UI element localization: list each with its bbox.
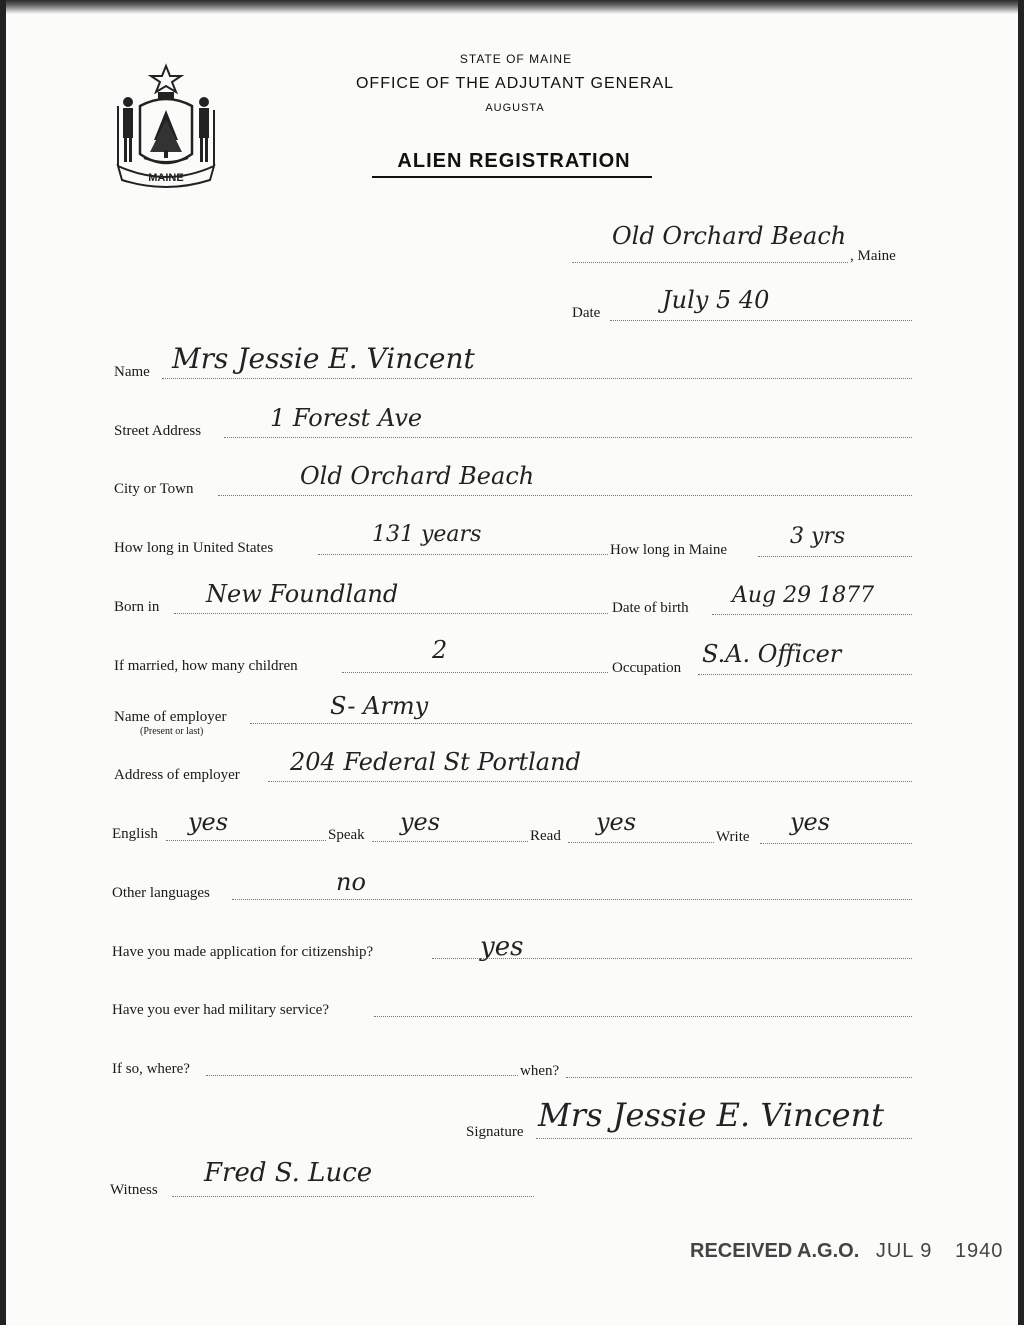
- write-line: [760, 843, 912, 844]
- where-label: If so, where?: [112, 1061, 190, 1077]
- date-label: Date: [572, 305, 601, 321]
- english-label: English: [112, 826, 158, 842]
- english-line: [166, 840, 326, 841]
- scan-edge-right: [1018, 0, 1024, 1325]
- how-long-maine-line: [758, 556, 912, 557]
- name-line: [162, 378, 912, 379]
- name-label: Name: [114, 364, 150, 380]
- header-office: OFFICE OF THE ADJUTANT GENERAL: [355, 75, 675, 92]
- read-value: yes: [596, 808, 637, 836]
- occupation-value: S.A. Officer: [702, 640, 842, 668]
- stamp-date: JUL 9: [875, 1240, 933, 1262]
- dob-label: Date of birth: [612, 600, 689, 616]
- born-value: New Foundland: [206, 580, 399, 608]
- employer-value: S- Army: [330, 692, 429, 720]
- occupation-line: [698, 674, 912, 675]
- read-label: Read: [530, 828, 561, 844]
- scan-edge-left: [0, 0, 6, 1325]
- dob-line: [712, 614, 912, 615]
- stamp-received: RECEIVED A.G.O.: [690, 1240, 860, 1262]
- born-label: Born in: [114, 599, 160, 615]
- employer-address-line: [268, 781, 912, 782]
- write-value: yes: [790, 808, 831, 836]
- title-underline: [372, 176, 652, 178]
- maine-state-seal-icon: [110, 62, 222, 190]
- how-long-us-value: 131 years: [372, 522, 482, 547]
- citizenship-line: [432, 958, 912, 959]
- form-title: ALIEN REGISTRATION: [397, 150, 631, 172]
- when-label: when?: [520, 1063, 560, 1079]
- other-languages-value: no: [336, 868, 366, 896]
- received-stamp: [690, 1240, 1003, 1263]
- military-line: [374, 1016, 912, 1017]
- employer-sublabel: (Present or last): [140, 726, 204, 737]
- witness-label: Witness: [110, 1182, 158, 1198]
- date-line: [610, 320, 912, 321]
- witness-line: [172, 1196, 534, 1197]
- date-value: July 5 40: [662, 286, 770, 314]
- name-value: Mrs Jessie E. Vincent: [172, 342, 475, 375]
- how-long-maine-value: 3 yrs: [790, 524, 846, 549]
- employer-address-label: Address of employer: [114, 767, 240, 783]
- header-city: AUGUSTA: [485, 102, 545, 114]
- town-value: Old Orchard Beach: [612, 222, 847, 250]
- town-line: [572, 262, 848, 263]
- scan-edge-top: [0, 0, 1024, 14]
- married-line: [342, 672, 608, 673]
- city-label: City or Town: [114, 481, 194, 497]
- witness-value: Fred S. Luce: [204, 1158, 373, 1188]
- speak-line: [372, 841, 528, 842]
- other-languages-label: Other languages: [112, 885, 210, 901]
- employer-line: [250, 723, 912, 724]
- speak-value: yes: [400, 808, 441, 836]
- street-label: Street Address: [114, 423, 202, 439]
- signature-line: [536, 1138, 912, 1139]
- employer-label: Name of employer: [114, 709, 227, 725]
- citizenship-value: yes: [480, 932, 524, 962]
- street-value: 1 Forest Ave: [270, 404, 423, 432]
- other-languages-line: [232, 899, 912, 900]
- street-line: [224, 437, 912, 438]
- city-line: [218, 495, 912, 496]
- speak-label: Speak: [328, 827, 365, 843]
- maine-label: , Maine: [850, 248, 896, 264]
- stamp-year: 1940: [954, 1240, 1004, 1262]
- how-long-us-label: How long in United States: [114, 540, 274, 556]
- born-line: [174, 613, 608, 614]
- when-line: [566, 1077, 912, 1078]
- how-long-maine-label: How long in Maine: [610, 542, 728, 558]
- signature-label: Signature: [466, 1124, 524, 1140]
- signature-value: Mrs Jessie E. Vincent: [538, 1096, 885, 1134]
- how-long-us-line: [318, 554, 608, 555]
- where-line: [206, 1075, 518, 1076]
- dob-value: Aug 29 1877: [732, 583, 875, 608]
- header-state: STATE OF MAINE: [459, 52, 573, 66]
- svg-text:MAINE: MAINE: [148, 172, 184, 184]
- occupation-label: Occupation: [612, 660, 682, 676]
- military-label: Have you ever had military service?: [112, 1002, 329, 1018]
- english-value: yes: [188, 808, 229, 836]
- children-value: 2: [432, 636, 448, 664]
- write-label: Write: [716, 829, 750, 845]
- city-value: Old Orchard Beach: [300, 462, 535, 490]
- married-label: If married, how many children: [114, 658, 298, 674]
- citizenship-label: Have you made application for citizenship?: [112, 944, 374, 960]
- employer-address-value: 204 Federal St Portland: [290, 748, 581, 776]
- read-line: [568, 842, 714, 843]
